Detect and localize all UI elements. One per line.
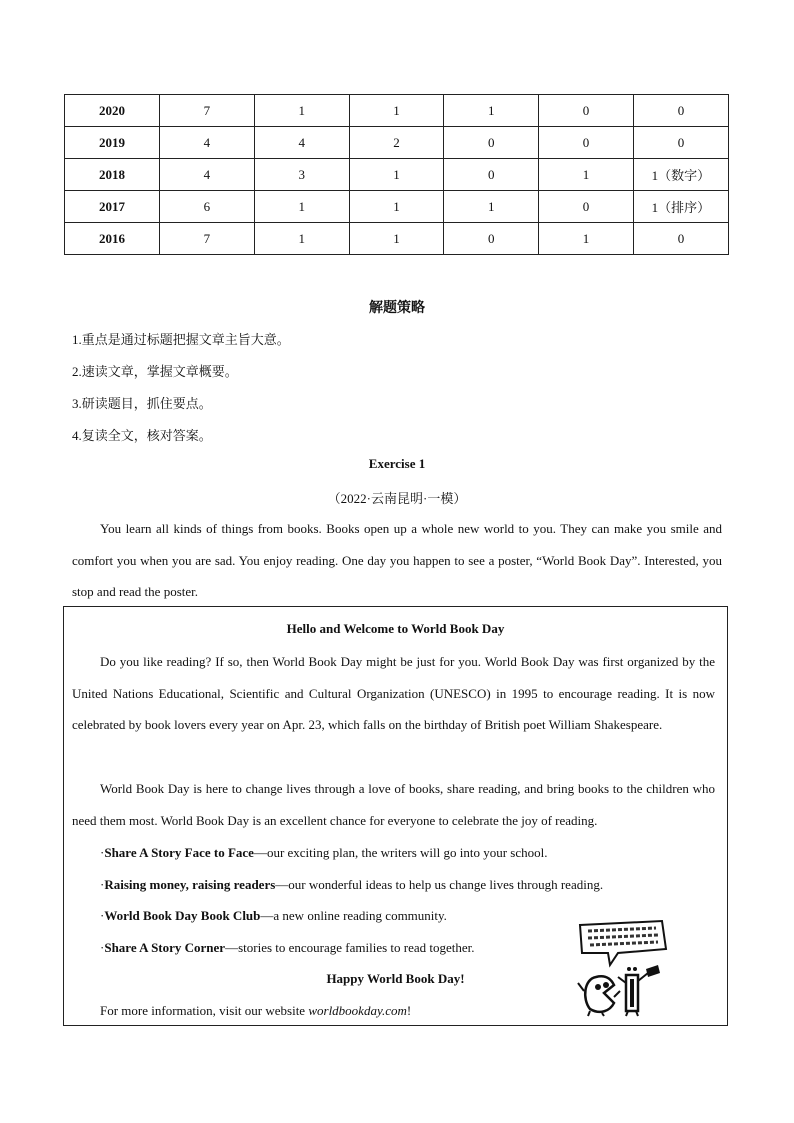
- world-book-day-poster: [63, 606, 728, 1026]
- bullet-bold: Raising money, raising readers: [104, 877, 276, 892]
- strategy-heading: 解题策略: [369, 301, 425, 316]
- strategy-item: 1.重点是通过标题把握文章主旨大意。: [72, 332, 290, 347]
- table-cell: 1: [539, 223, 634, 255]
- bullet-text: —stories to encourage families to read together.: [225, 940, 475, 955]
- table-cell: 1: [254, 191, 349, 223]
- bullet-bold: Share A Story Corner: [104, 940, 226, 955]
- table-row: [65, 95, 729, 127]
- table-cell: 0: [539, 127, 634, 159]
- more-prefix: For more information, visit our website: [100, 1003, 309, 1018]
- table-cell: 1: [349, 95, 444, 127]
- strategy-item: 3.研读题目，抓住要点。: [72, 396, 212, 411]
- bullet-text: —our exciting plan, the writers will go into your school.: [253, 845, 548, 860]
- table-cell: 1: [539, 159, 634, 191]
- table-cell: 4: [160, 127, 255, 159]
- table-cell: 1（排序）: [633, 191, 728, 223]
- table-cell: 1: [444, 95, 539, 127]
- table-cell: 0: [633, 127, 728, 159]
- exercise-source: （2022·云南昆明·一模）: [327, 491, 467, 506]
- poster-paragraph-1: Do you like reading? If so, then World Book Day might be just for you. World Book Day was first organized by the United Nations Educational, Scientific and Cultural Organization (UNESCO) in 1995 to encourage reading. It is now celebrated by book lovers every year on Apr. 23, which falls on the birthday of British poet William Shakespeare.: [72, 654, 715, 732]
- table-cell: 1（数字）: [633, 159, 728, 191]
- stats-table: [64, 94, 729, 255]
- year-cell: 2016: [65, 223, 160, 255]
- table-cell: 0: [444, 127, 539, 159]
- table-cell: 0: [539, 95, 634, 127]
- table-cell: 4: [254, 127, 349, 159]
- poster-bullet: ·Raising money, raising readers—our wonderful ideas to help us change lives through reading.: [100, 877, 604, 892]
- table-cell: 1: [349, 191, 444, 223]
- bullet-text: —a new online reading community.: [260, 908, 447, 923]
- poster-title: Hello and Welcome to World Book Day: [286, 621, 505, 636]
- table-cell: 0: [444, 159, 539, 191]
- exercise-title: Exercise 1: [368, 456, 426, 471]
- table-cell: 0: [539, 191, 634, 223]
- poster-happy-line: Happy World Book Day!: [326, 971, 465, 986]
- table-cell: 0: [444, 223, 539, 255]
- more-suffix: !: [406, 1003, 412, 1018]
- year-cell: 2017: [65, 191, 160, 223]
- table-cell: 7: [160, 223, 255, 255]
- book-characters-illustration: [574, 919, 674, 1017]
- website-link[interactable]: worldbookday.com: [308, 1003, 407, 1018]
- table-cell: 0: [633, 95, 728, 127]
- table-cell: 1: [349, 223, 444, 255]
- table-cell: 1: [254, 95, 349, 127]
- year-cell: 2018: [65, 159, 160, 191]
- table-cell: 1: [349, 159, 444, 191]
- table-cell: 1: [444, 191, 539, 223]
- exercise-intro: You learn all kinds of things from books. Books open up a whole new world to you. They can make you smile and comfort you when you are sad. You enjoy reading. One day you happen to see a poster, “World Book Day”. Interested, you stop and read the poster.: [72, 521, 722, 599]
- strategy-item: 4.复读全文，核对答案。: [72, 428, 212, 443]
- poster-bullet: ·Share A Story Face to Face—our exciting plan, the writers will go into your school.: [100, 845, 548, 860]
- table-row: [65, 127, 729, 159]
- poster-bullet: ·World Book Day Book Club—a new online reading community.: [100, 908, 447, 923]
- table-cell: 3: [254, 159, 349, 191]
- poster-more-info: [100, 1003, 411, 1019]
- table-cell: 0: [633, 223, 728, 255]
- bullet-bold: World Book Day Book Club: [104, 908, 261, 923]
- year-cell: 2019: [65, 127, 160, 159]
- table-cell: 7: [160, 95, 255, 127]
- strategy-item: 2.速读文章，掌握文章概要。: [72, 364, 238, 379]
- table-cell: 6: [160, 191, 255, 223]
- table-cell: 4: [160, 159, 255, 191]
- bullet-text: —our wonderful ideas to help us change lives through reading.: [275, 877, 604, 892]
- bullet-bold: Share A Story Face to Face: [104, 845, 254, 860]
- poster-paragraph-2: World Book Day is here to change lives through a love of books, share reading, and bring books to the children who need them most. World Book Day is an excellent chance for everyone to celebrate the joy of reading.: [72, 781, 715, 828]
- table-row: [65, 223, 729, 255]
- table-row: [65, 159, 729, 191]
- table-row: [65, 191, 729, 223]
- table-cell: 1: [254, 223, 349, 255]
- year-cell: 2020: [65, 95, 160, 127]
- table-cell: 2: [349, 127, 444, 159]
- poster-bullet: ·Share A Story Corner—stories to encourage families to read together.: [100, 940, 475, 955]
